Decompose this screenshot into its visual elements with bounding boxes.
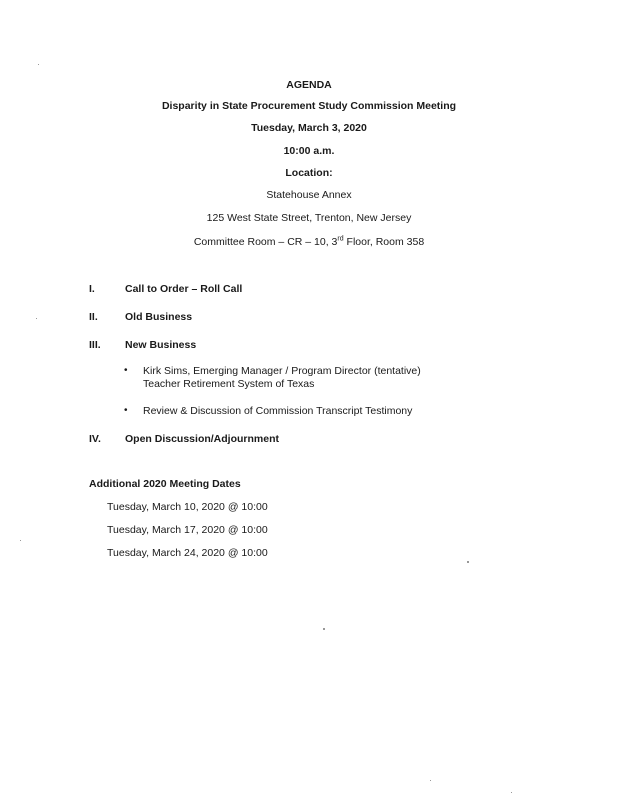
agenda-item-4-numeral: IV. <box>89 433 101 445</box>
agenda-heading: AGENDA <box>286 79 332 91</box>
bullet-1-line-2: Teacher Retirement System of Texas <box>143 378 315 390</box>
agenda-item-3-title: New Business <box>125 339 197 351</box>
location-address: 125 West State Street, Trenton, New Jersey <box>206 212 412 224</box>
room-suffix: Floor, Room 358 <box>343 236 425 248</box>
scan-speck <box>467 561 469 563</box>
additional-dates-heading: Additional 2020 Meeting Dates <box>89 478 241 490</box>
agenda-item-1-title: Call to Order – Roll Call <box>125 283 243 295</box>
location-building: Statehouse Annex <box>266 189 352 201</box>
meeting-date: Tuesday, March 3, 2020 <box>251 122 367 134</box>
scan-speck <box>323 628 325 630</box>
additional-date: Tuesday, March 24, 2020 @ 10:00 <box>107 547 268 559</box>
location-room <box>0 235 618 249</box>
room-superscript: rd <box>337 235 344 243</box>
meeting-name: Disparity in State Procurement Study Commission Meeting <box>161 100 457 112</box>
scan-speck <box>36 318 37 319</box>
scan-speck <box>38 64 39 65</box>
additional-date: Tuesday, March 17, 2020 @ 10:00 <box>107 524 268 536</box>
bullet-icon: • <box>124 405 128 416</box>
room-prefix: Committee Room – CR – 10, 3 <box>193 236 338 248</box>
agenda-item-4-title: Open Discussion/Adjournment <box>125 433 280 445</box>
bullet-icon: • <box>124 365 128 376</box>
meeting-time: 10:00 a.m. <box>283 145 335 157</box>
location-label: Location: <box>285 167 333 179</box>
agenda-item-1-numeral: I. <box>89 283 95 295</box>
agenda-item-2-numeral: II. <box>89 311 98 323</box>
scan-speck <box>430 780 431 781</box>
bullet-1-line-1: Kirk Sims, Emerging Manager / Program Director (tentative) <box>143 365 421 377</box>
scan-speck <box>511 792 512 793</box>
agenda-item-3-numeral: III. <box>89 339 101 351</box>
bullet-2-line-1: Review & Discussion of Commission Transcript Testimony <box>143 405 413 417</box>
additional-date: Tuesday, March 10, 2020 @ 10:00 <box>107 501 268 513</box>
scan-speck <box>20 540 21 541</box>
agenda-item-2-title: Old Business <box>125 311 193 323</box>
